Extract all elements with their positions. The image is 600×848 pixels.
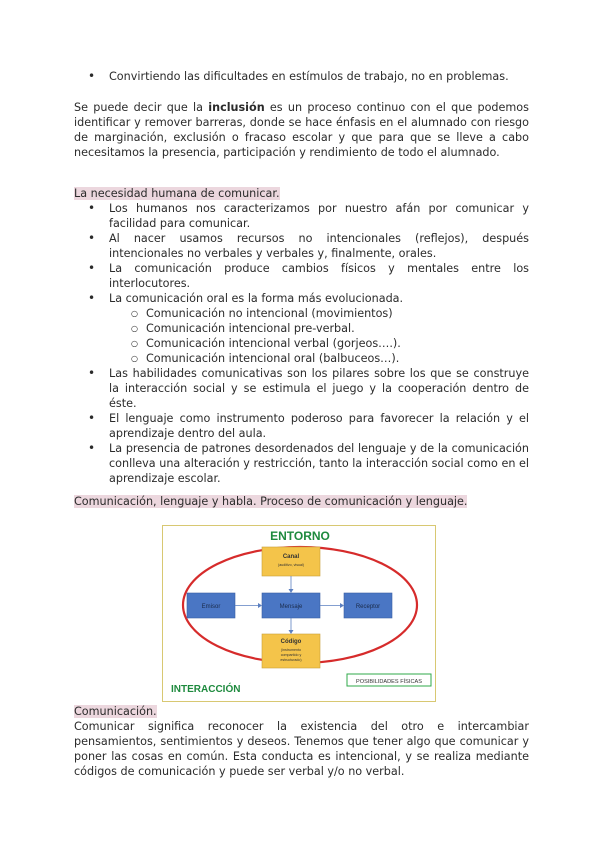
inclusion-text-after: es un proceso continuo con el que podemos identificar y remover barreras, donde se hace énfasis en el alumnado con riesgo de marginación, exclusión o fracaso escolar y que para que se lleve a cabo necesitamos la presencia, participación y rendimiento de todo el alumnado.: [74, 101, 529, 159]
arrow-head: [289, 630, 294, 634]
heading-comunicacion-text: Comunicación.: [74, 705, 157, 718]
diagram-title: ENTORNO: [270, 529, 330, 543]
codigo-sub-label: compartido y: [280, 653, 302, 657]
heading-comunicacion-lenguaje-text: Comunicación, lenguaje y habla. Proceso de comunicación y lenguaje.: [74, 495, 468, 508]
list-item-text: La comunicación oral es la forma más evolucionada.: [109, 292, 404, 305]
canal-sub-label: (auditivo, visual): [278, 563, 304, 567]
sub-list-item: ○ Comunicación intencional oral (balbuceos…).: [109, 351, 529, 366]
arrow-head: [289, 589, 294, 593]
arrow-head: [340, 603, 344, 608]
mensaje-label: Mensaje: [279, 604, 303, 610]
section-heading-comunicacion: [74, 704, 529, 719]
comunicacion-paragraph: Comunicar significa reconocer la existencia del otro e intercambiar pensamientos, sentimientos y deseos. Tenemos que tener algo que comunicar y poner las cosas en común. Esta conducta es intencional, y se realiza mediante códigos de comunicación y puede ser verbal y/o no verbal.: [74, 720, 529, 778]
interaccion-label: INTERACCIÓN: [171, 684, 241, 695]
receptor-label: Receptor: [355, 604, 381, 610]
section-heading-comunicacion-lenguaje: [74, 494, 529, 509]
inclusion-bold: inclusión: [208, 101, 265, 114]
list-item: • El lenguaje como instrumento poderoso para favorecer la relación y el aprendizaje dentro del aula.: [74, 411, 529, 441]
list-item: [74, 291, 529, 366]
communication-diagram: [162, 525, 436, 702]
sub-list: [109, 306, 529, 366]
inclusion-paragraph: [74, 100, 529, 160]
list-item: • La comunicación produce cambios físicos y mentales entre los interlocutores.: [74, 261, 529, 291]
list-item: • Al nacer usamos recursos no intencionales (reflejos), después intencionales no verbales y verbales y, finalmente, orales.: [74, 231, 529, 261]
sub-list-item: ○ Comunicación intencional verbal (gorjeos….).: [109, 336, 529, 351]
codigo-sub-label: (instrumento: [281, 648, 301, 652]
intro-list: [74, 69, 529, 84]
diagram-svg: [163, 526, 437, 703]
arrow-head: [258, 603, 262, 608]
inclusion-text-before: Se puede decir que la: [74, 101, 209, 114]
list-item: • La presencia de patrones desordenados del lenguaje y de la comunicación conlleva una alteración y restricción, tanto la interacción social como en el aprendizaje escolar.: [74, 441, 529, 486]
sub-list-item: ○ Comunicación no intencional (movimientos): [109, 306, 529, 321]
sub-list-item: ○ Comunicación intencional pre-verbal.: [109, 321, 529, 336]
canal-box: [262, 547, 320, 576]
emisor-label: Emisor: [201, 604, 221, 610]
list-item: • Los humanos nos caracterizamos por nuestro afán por comunicar y facilidad para comunicar.: [74, 201, 529, 231]
list-item: • Las habilidades comunicativas son los pilares sobre los que se construye la interacción social y se estimula el juego y la cooperación dentro de éste.: [74, 366, 529, 411]
codigo-label: Código: [280, 639, 302, 645]
section-heading-necesidad: [74, 186, 529, 201]
heading-necesidad-text: La necesidad humana de comunicar.: [74, 187, 280, 200]
posibilidades-label: POSIBILIDADES FÍSICAS: [356, 679, 422, 685]
intro-bullet: • Convirtiendo las dificultades en estímulos de trabajo, no en problemas.: [74, 69, 529, 84]
necesidad-list: [74, 201, 529, 486]
codigo-sub-label: estructurado): [280, 658, 302, 662]
canal-label: Canal: [282, 554, 300, 560]
